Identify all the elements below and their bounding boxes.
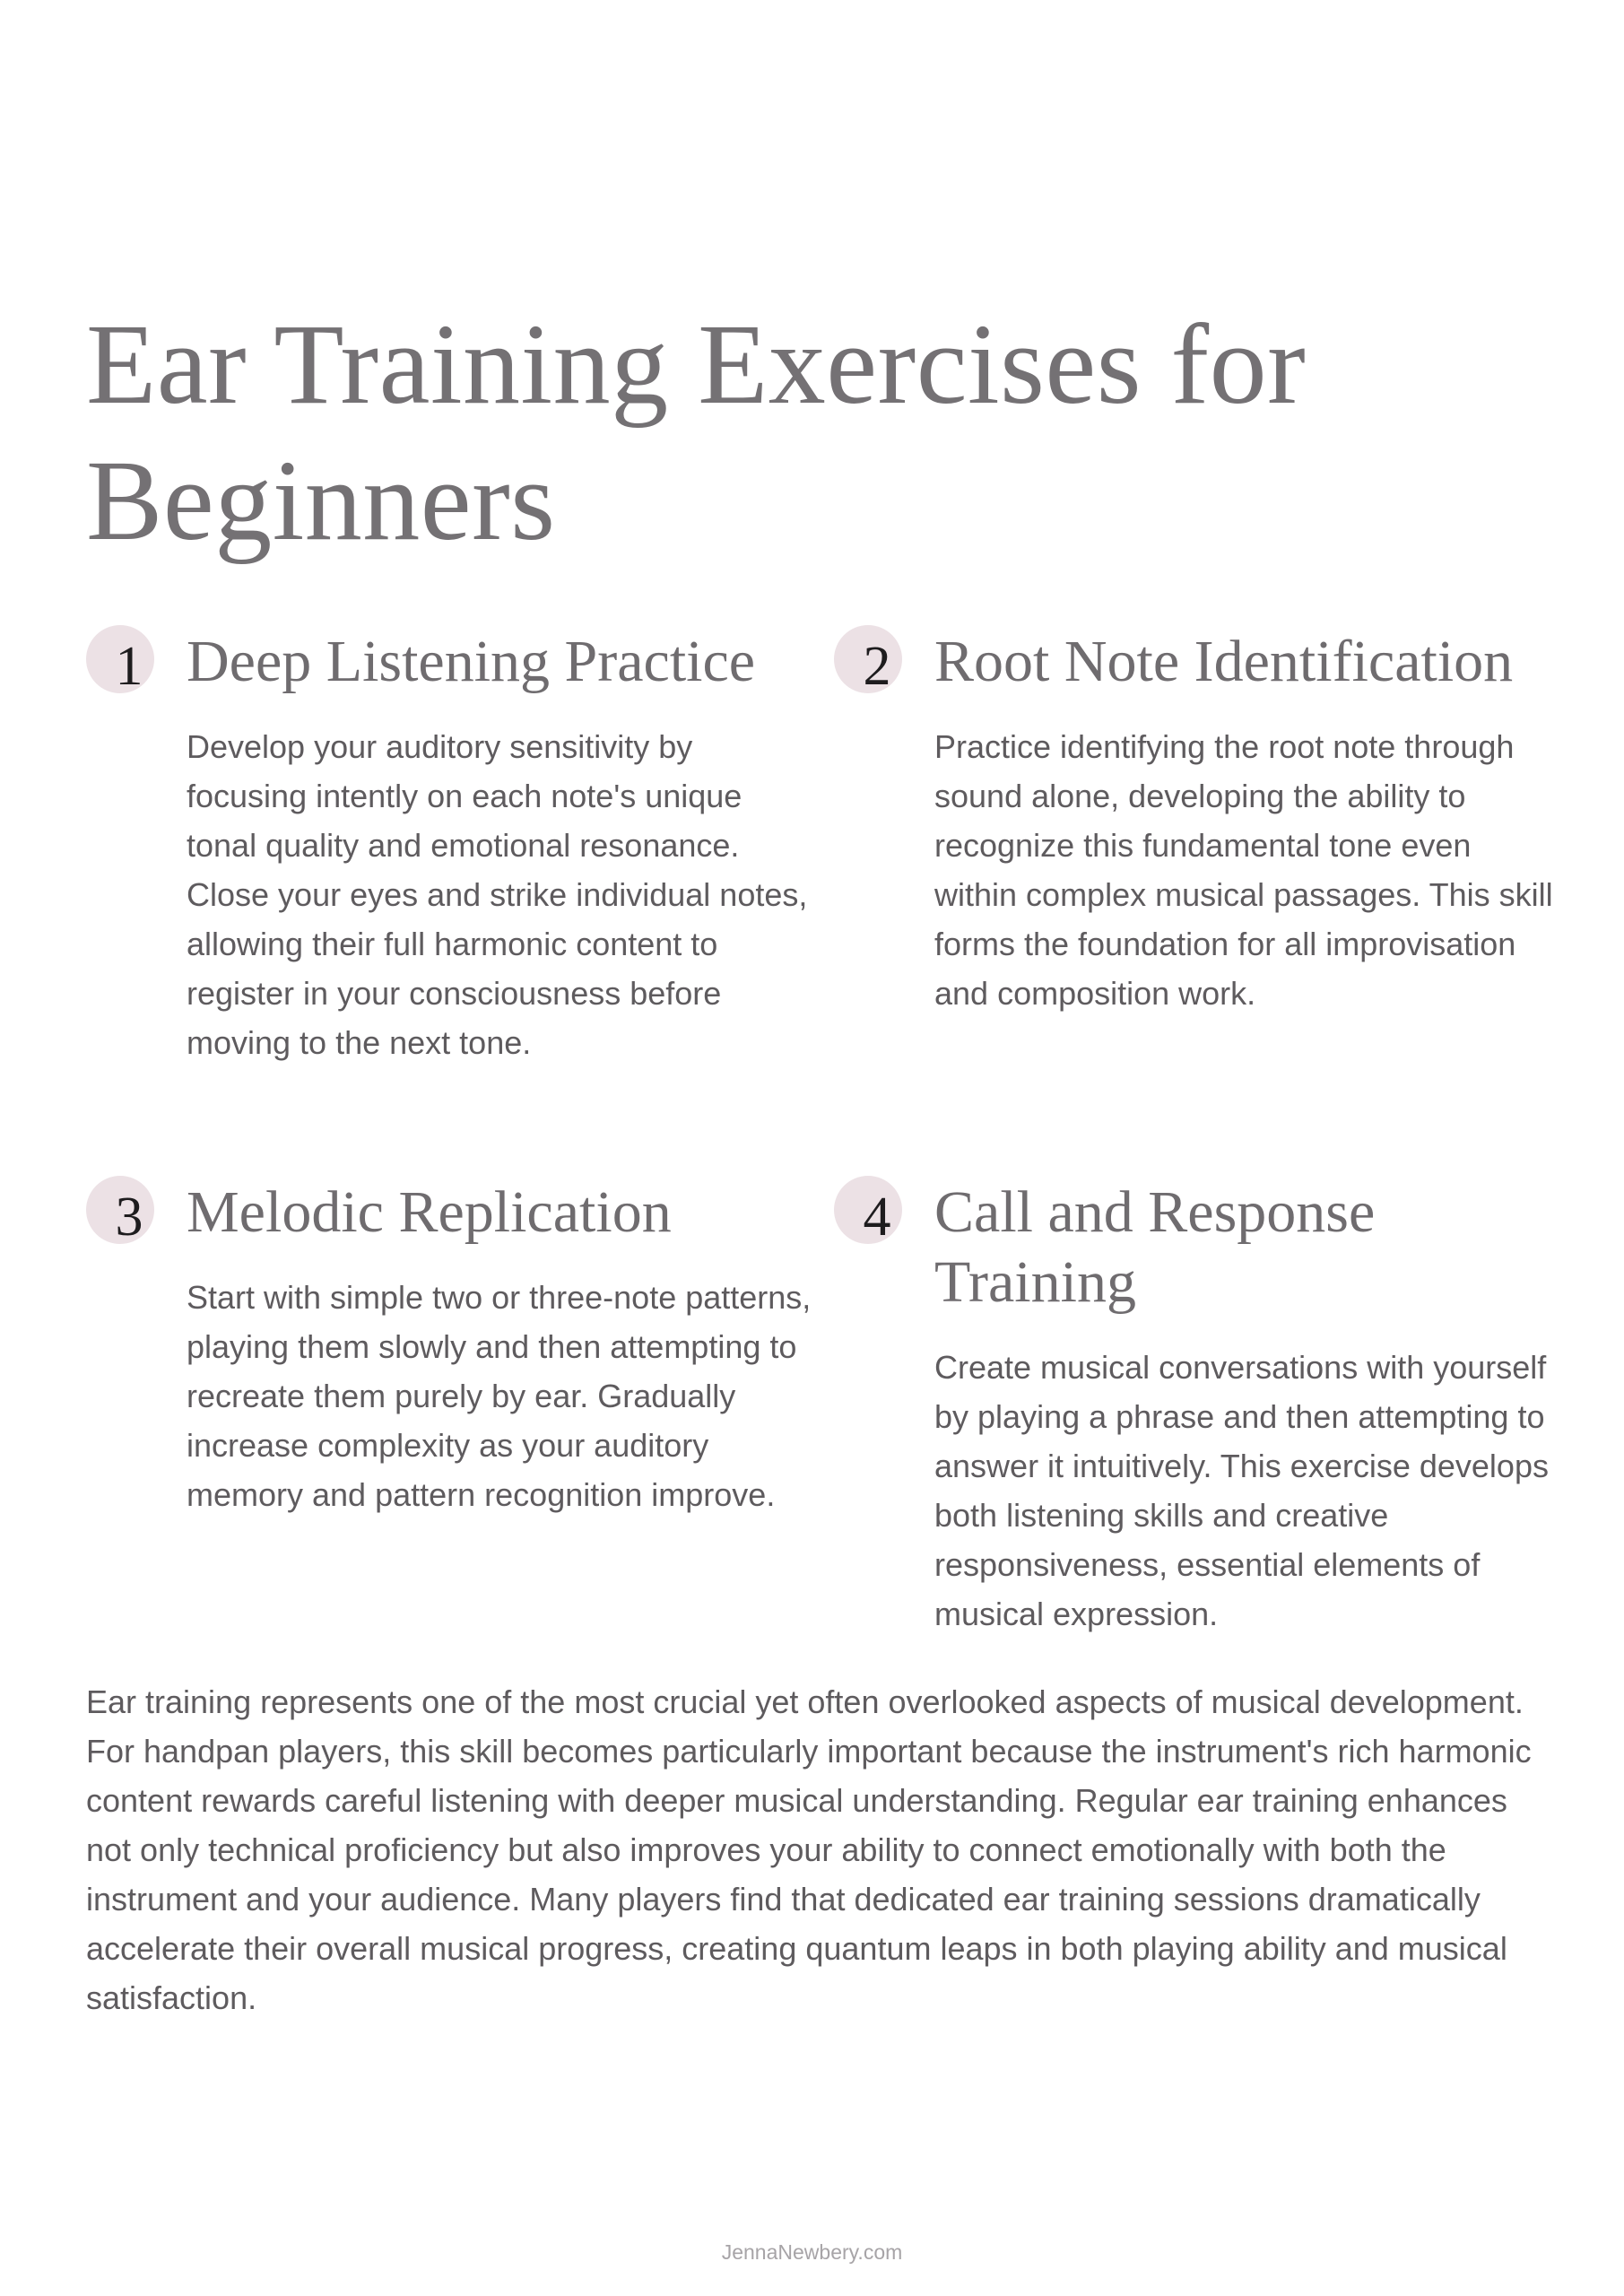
page-title: Ear Training Exercises for Beginners <box>86 300 1307 564</box>
exercise-number: 1 <box>115 636 143 697</box>
exercise-description: Develop your auditory sensitivity by focusing intently on each note's unique tonal quality and emotional resonance. Close your eyes and strike individual notes, allowing their full harmonic content to register in your consciousness before moving to the next tone. <box>187 728 808 1061</box>
exercise-description: Start with simple two or three-note patterns, playing them slowly and then attempting to recreate them purely by ear. Gradually increase complexity as your auditory memory and pattern recognition improve. <box>187 1279 812 1513</box>
exercise-description: Practice identifying the root note through sound alone, developing the ability to recognize this fundamental tone even within complex musical passages. This skill forms the foundation for all improvisation and composition work. <box>934 728 1553 1012</box>
exercise-number: 2 <box>863 636 891 697</box>
exercise-number: 3 <box>115 1187 143 1248</box>
exercise-title: Call and Response Training <box>934 1179 1376 1315</box>
exercise-title: Melodic Replication <box>187 1179 672 1245</box>
footer-website: JennaNewbery.com <box>721 2240 903 2264</box>
exercise-title: Root Note Identification <box>934 629 1514 694</box>
exercise-number: 4 <box>863 1187 891 1248</box>
exercise-title: Deep Listening Practice <box>187 629 756 694</box>
exercise-description: Create musical conversations with yourself by playing a phrase and then attempting to answer it intuitively. This exercise develops both listening skills and creative responsiveness, essential elements of musical expression. <box>934 1349 1549 1632</box>
summary-paragraph: Ear training represents one of the most crucial yet often overlooked aspects of musical development. For handpan players, this skill becomes particularly important because the instrument's rich harmonic content rewards careful listening with deeper musical understanding. Regular ear training enhances not only technical proficiency but also improves your ability to connect emotionally with both the instrument and your audience. Many players find that dedicated ear training sessions dramatically accelerate their overall musical progress, creating quantum leaps in both playing ability and musical satisfaction. <box>86 1683 1532 2016</box>
